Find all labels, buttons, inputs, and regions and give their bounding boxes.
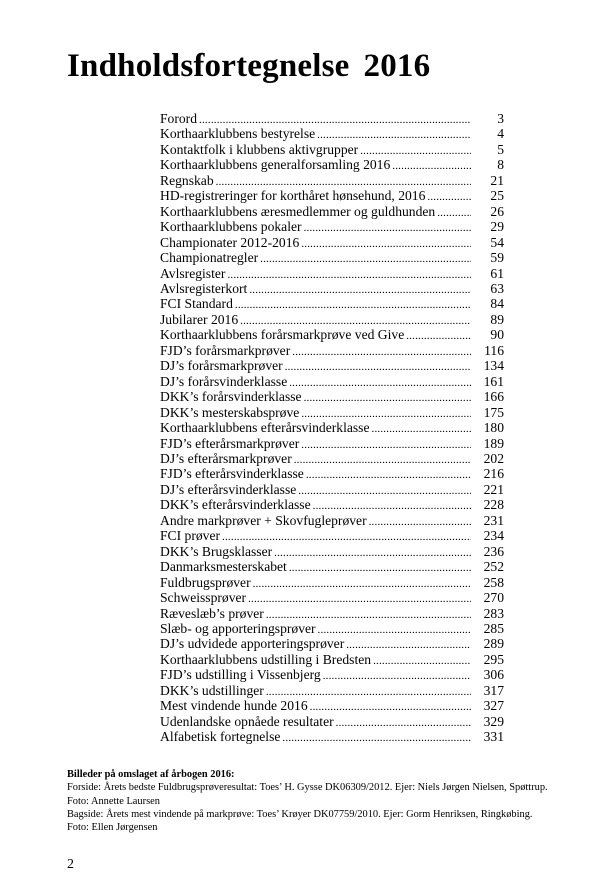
toc-entry-page: 329 [483, 713, 504, 729]
toc-entry-title: Korthaarklubbens æresmedlemmer og guldhunden [160, 203, 436, 219]
page-number: 2 [67, 857, 74, 872]
credits-line: Foto: Ellen Jørgensen [67, 822, 158, 834]
dot-leader [406, 329, 471, 344]
toc-entry-page: 8 [497, 157, 504, 173]
toc-entry-page: 3 [497, 111, 504, 126]
toc-entry [160, 327, 504, 342]
dot-leader [369, 515, 471, 530]
toc-entry-page: 175 [483, 404, 504, 420]
toc-entry [160, 621, 504, 636]
dot-leader [392, 159, 471, 174]
toc-entry-page: 317 [483, 682, 504, 698]
toc-entry-page: 161 [483, 373, 504, 389]
toc-entry-page: 231 [483, 512, 504, 528]
dot-leader [336, 716, 471, 731]
toc-entry-title: Avlsregisterkort [160, 280, 248, 296]
toc-entry-title: Championatregler [160, 250, 259, 266]
toc-entry-page: 21 [490, 172, 504, 188]
toc-entry-title: Forord [160, 111, 198, 126]
toc-entry-title: DJ’s udvidede apporteringsprøver [160, 636, 345, 652]
dot-leader [249, 283, 471, 298]
toc-entry-page: 54 [490, 234, 504, 250]
dot-leader [298, 484, 471, 499]
toc-entry [160, 436, 504, 451]
dot-leader [282, 731, 471, 746]
toc-entry-title: DJ’s efterårsvinderklasse [160, 481, 297, 497]
toc-entry [160, 575, 504, 590]
toc-entry-title: Kontaktfolk i klubbens aktivgrupper [160, 141, 359, 157]
dot-leader [301, 237, 471, 252]
dot-leader [372, 422, 472, 437]
toc-entry-page: 252 [483, 559, 504, 575]
dot-leader [373, 654, 471, 669]
dot-leader [301, 438, 471, 453]
toc-entry-page: 306 [483, 667, 504, 683]
toc-entry-page: 327 [483, 698, 504, 714]
toc-entry-page: 4 [497, 126, 504, 142]
toc-entry-title: DJ’s efterårsmarkprøver [160, 450, 292, 466]
toc-entry-title: Championater 2012-2016 [160, 234, 300, 250]
toc-entry [160, 358, 504, 373]
toc-entry [160, 636, 504, 651]
toc-entry-title: Jubilarer 2016 [160, 311, 239, 327]
page-title [67, 48, 430, 85]
toc-entry-title: Schweissprøver [160, 590, 247, 606]
toc-entry [160, 683, 504, 698]
title-text: Indholdsfortegnelse [67, 48, 350, 84]
toc-entry-title: Mest vindende hunde 2016 [160, 698, 308, 714]
toc-entry-page: 221 [483, 481, 504, 497]
toc-entry [160, 652, 504, 667]
toc-entry-page: 63 [490, 280, 504, 296]
toc-entry-title: DKK’s mesterskabsprøve [160, 404, 300, 420]
toc-entry-title: Slæb- og apporteringsprøver [160, 620, 316, 636]
toc-entry-title: Korthaarklubbens generalforsamling 2016 [160, 157, 391, 173]
dot-leader [235, 298, 471, 313]
toc-entry-page: 29 [490, 219, 504, 235]
cover-photo-credits [67, 768, 607, 834]
toc-entry-title: FJD’s udstilling i Vissenbjerg [160, 667, 321, 683]
toc-entry [160, 204, 504, 219]
toc-entry [160, 606, 504, 621]
toc-entry [160, 482, 504, 497]
credits-heading: Billeder på omslaget af årbogen 2016: [67, 769, 235, 780]
dot-leader [289, 561, 471, 576]
toc-entry [160, 111, 504, 126]
toc-entry [160, 296, 504, 311]
toc-entry [160, 528, 504, 543]
dot-leader [289, 376, 471, 391]
toc-entry-title: FCI Standard [160, 296, 233, 312]
dot-leader [292, 345, 471, 360]
toc-entry-title: HD-registreringer for korthåret hønsehund, 2016 [160, 188, 426, 204]
dot-leader [294, 453, 471, 468]
toc-entry-page: 89 [490, 311, 504, 327]
toc-entry [160, 142, 504, 157]
toc-entry [160, 667, 504, 682]
toc-entry [160, 312, 504, 327]
toc-entry-title: Fuldbrugsprøver [160, 574, 251, 590]
toc-entry-title: DKK’s udstillinger [160, 682, 264, 698]
toc-entry [160, 729, 504, 744]
toc-entry [160, 281, 504, 296]
toc-entry-page: 228 [483, 497, 504, 513]
table-of-contents [160, 111, 504, 745]
toc-entry-page: 61 [490, 265, 504, 281]
toc-entry-title: Korthaarklubbens bestyrelse [160, 126, 316, 142]
toc-entry [160, 250, 504, 265]
toc-entry-page: 202 [483, 450, 504, 466]
toc-entry [160, 235, 504, 250]
toc-entry-page: 283 [483, 605, 504, 621]
toc-entry-page: 189 [483, 435, 504, 451]
dot-leader [285, 360, 471, 375]
toc-entry-title: FJD’s efterårsmarkprøver [160, 435, 300, 451]
toc-entry [160, 698, 504, 713]
toc-entry-page: 258 [483, 574, 504, 590]
toc-entry [160, 173, 504, 188]
toc-entry-title: DJ’s forårsvinderklasse [160, 373, 288, 389]
toc-entry-title: Regnskab [160, 172, 214, 188]
toc-entry-page: 25 [490, 188, 504, 204]
dot-leader [260, 252, 471, 267]
dot-leader [323, 669, 471, 684]
toc-entry [160, 374, 504, 389]
toc-entry-title: Andre markprøver + Skovfugleprøver [160, 512, 367, 528]
credits-line: Foto: Annette Laursen [67, 795, 160, 807]
toc-entry [160, 405, 504, 420]
toc-entry [160, 544, 504, 559]
credits-line: Forside: Årets bedste Fuldbrugsprøveresultat: Toes’ H. Gysse DK06309/2012. Ejer: Niels Jørgen Nielsen, Spøttrup. [67, 782, 548, 794]
dot-leader [437, 206, 471, 221]
toc-entry-page: 84 [490, 296, 504, 312]
toc-entry-title: Korthaarklubbens efterårsvinderklasse [160, 420, 370, 436]
toc-entry-title: Udenlandske opnåede resultater [160, 713, 334, 729]
toc-entry [160, 451, 504, 466]
toc-entry-title: DKK’s efterårsvinderklasse [160, 497, 311, 513]
toc-entry [160, 420, 504, 435]
dot-leader [306, 468, 471, 483]
toc-entry-page: 331 [483, 729, 504, 745]
toc-entry-page: 134 [483, 358, 504, 374]
credits-line: Bagside: Årets mest vindende på markprøve: Toes’ Krøyer DK07759/2010. Ejer: Gorm Henriksen, Ringkøbing. [67, 808, 533, 820]
toc-entry-page: 295 [483, 651, 504, 667]
toc-entry [160, 188, 504, 203]
toc-entry-title: DKK’s forårsvinderklasse [160, 389, 302, 405]
toc-entry [160, 219, 504, 234]
toc-entry-page: 116 [484, 342, 504, 358]
toc-entry-page: 234 [483, 528, 504, 544]
toc-entry-title: Avlsregister [160, 265, 226, 281]
toc-entry [160, 466, 504, 481]
toc-entry-title: Korthaarklubbens udstilling i Bredsten [160, 651, 372, 667]
toc-entry-page: 166 [483, 389, 504, 405]
toc-entry-page: 26 [490, 203, 504, 219]
toc-entry-title: Alfabetisk fortegnelse [160, 729, 281, 745]
dot-leader [304, 391, 471, 406]
toc-entry-title: Korthaarklubbens forårsmarkprøve ved Give [160, 327, 405, 343]
toc-entry-page: 5 [497, 141, 504, 157]
dot-leader [227, 268, 471, 283]
toc-entry [160, 714, 504, 729]
toc-entry [160, 497, 504, 512]
toc-entry [160, 266, 504, 281]
toc-entry [160, 157, 504, 172]
toc-entry [160, 590, 504, 605]
dot-leader [274, 546, 471, 561]
dot-leader [248, 592, 471, 607]
toc-entry [160, 559, 504, 574]
dot-leader [253, 577, 471, 592]
toc-entry-page: 285 [483, 620, 504, 636]
toc-entry-page: 90 [490, 327, 504, 343]
toc-entry-page: 236 [483, 543, 504, 559]
toc-entry [160, 513, 504, 528]
toc-entry-title: FJD’s efterårsvinderklasse [160, 466, 304, 482]
toc-entry-page: 180 [483, 420, 504, 436]
toc-entry-title: DJ’s forårsmarkprøver [160, 358, 283, 374]
toc-entry-title: Korthaarklubbens pokaler [160, 219, 302, 235]
toc-entry-page: 59 [490, 250, 504, 266]
toc-entry [160, 389, 504, 404]
toc-entry-title: FCI prøver [160, 528, 221, 544]
toc-entry-title: DKK’s Brugsklasser [160, 543, 273, 559]
toc-entry-page: 289 [483, 636, 504, 652]
dot-leader [304, 221, 471, 236]
title-year: 2016 [363, 48, 431, 84]
toc-entry [160, 126, 504, 141]
toc-entry-title: Ræveslæb’s prøver [160, 605, 264, 621]
toc-entry-page: 270 [483, 590, 504, 606]
toc-entry-title: Danmarksmesterskabet [160, 559, 287, 575]
toc-entry-title: FJD’s forårsmarkprøver [160, 342, 291, 358]
toc-entry-page: 216 [483, 466, 504, 482]
toc-entry [160, 343, 504, 358]
